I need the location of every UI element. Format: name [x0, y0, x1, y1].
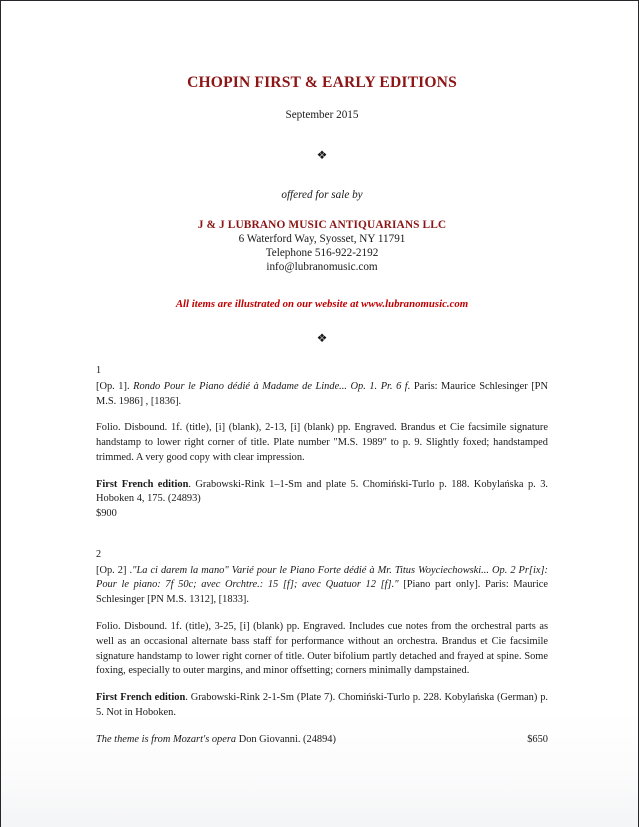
- entry-note-price-row: [96, 733, 548, 748]
- page-title: CHOPIN FIRST & EARLY EDITIONS: [187, 74, 457, 91]
- entry-title-block: [96, 563, 548, 608]
- entry-title-prefix: [Op. 1].: [96, 380, 134, 392]
- fleuron-ornament-icon: ❖: [316, 148, 328, 162]
- entry-note: [96, 733, 336, 748]
- entry-title-suffix: [Piano part only]. Paris: Maurice Schlesinger [PN M.S. 1312], [1833].: [96, 579, 548, 606]
- entry-title-block: [96, 379, 548, 410]
- catalogue-date: September 2015: [285, 109, 359, 121]
- paragraph-spacer: [96, 679, 548, 691]
- page-content: [96, 1, 548, 747]
- fleuron-ornament-icon-secondary: ❖: [316, 331, 328, 345]
- offered-for-sale-by-label: offered for sale by: [281, 189, 363, 201]
- entry-description: Folio. Disbound. 1f. (title), 3-25, [i] (blank) pp. Engraved. Includes cue notes from the orchestral parts as well as an occasional alternate bass staff for performance without an orchestra. Brandus et Cie facsimile signature handstamp to lower right corner of title. Outer bifolium partly detached and frayed at spine. Some foxing, especially to outer margins, and minor offsetting; corners minimally dampstained.: [96, 620, 548, 677]
- entry-note-italic: The theme is from Mozart's opera: [96, 733, 239, 745]
- entry-citation-block: [96, 478, 548, 508]
- entry-title-italic: Rondo Pour le Piano dédié à Madame de Linde... Op. 1. Pr. 6 f.: [133, 380, 411, 392]
- firm-email: info@lubranomusic.com: [266, 261, 378, 273]
- entry-note-roman: Don Giovanni. (24894): [238, 733, 336, 745]
- entry-price: $900: [96, 508, 117, 520]
- entry-title-prefix: [Op. 2] .: [96, 564, 133, 576]
- paragraph-spacer: [96, 721, 548, 733]
- entry-citation-block: [96, 691, 548, 721]
- entry-number: 1: [96, 365, 102, 376]
- entry-title-suffix: Paris: Maurice Schlesinger [PN M.S. 1986] , [1836].: [96, 380, 548, 407]
- paragraph-spacer: [96, 466, 548, 478]
- firm-telephone: Telephone 516-922-2192: [265, 247, 379, 259]
- entry-description: Folio. Disbound. 1f. (title), [i] (blank), 2-13, [i] (blank) pp. Engraved. Brandus et Cie facsimile signature handstamp to lower right corner of title. Plate number "M.S. 1989" to p. 9. Slightly foxed; handstamped trimmed. A very good copy with clear impression.: [96, 422, 548, 463]
- paragraph-spacer: [96, 608, 548, 620]
- entry-citation: . Grabowski-Rink 1–1-Sm and plate 5. Chomiński-Turlo p. 188. Kobylańska p. 3. Hoboken 4, 175. (24893): [96, 478, 548, 505]
- entry-edition-label: First French edition: [96, 478, 189, 490]
- entry-number: 2: [96, 548, 102, 560]
- catalogue-entry: [96, 522, 548, 747]
- entry-citation: . Grabowski-Rink 2-1-Sm (Plate 7). Chomiński-Turlo p. 228. Kobylańska (German) p. 5. Not in Hoboken.: [96, 692, 548, 718]
- catalogue-entry: [96, 364, 548, 522]
- entry-title-italic: "La ci darem la mano" Varié pour le Piano Forte dédié à Mr. Titus Woyciechowski... Op. 2 Pr[ix]: Pour le piano: 7f 50c; avec Orchtre.: 15 [f]; avec Quatuor 12 [f].": [96, 564, 548, 591]
- catalogue-entry-list: [96, 344, 548, 747]
- firm-address: 6 Waterford Way, Syosset, NY 11791: [238, 233, 406, 245]
- entry-price: $650: [527, 733, 548, 745]
- firm-name: J & J LUBRANO MUSIC ANTIQUARIANS LLC: [197, 219, 447, 231]
- website-illustration-note: All items are illustrated on our website at www.lubranomusic.com: [175, 298, 469, 310]
- entry-edition-label: First French edition: [96, 692, 186, 704]
- paragraph-spacer: [96, 409, 548, 421]
